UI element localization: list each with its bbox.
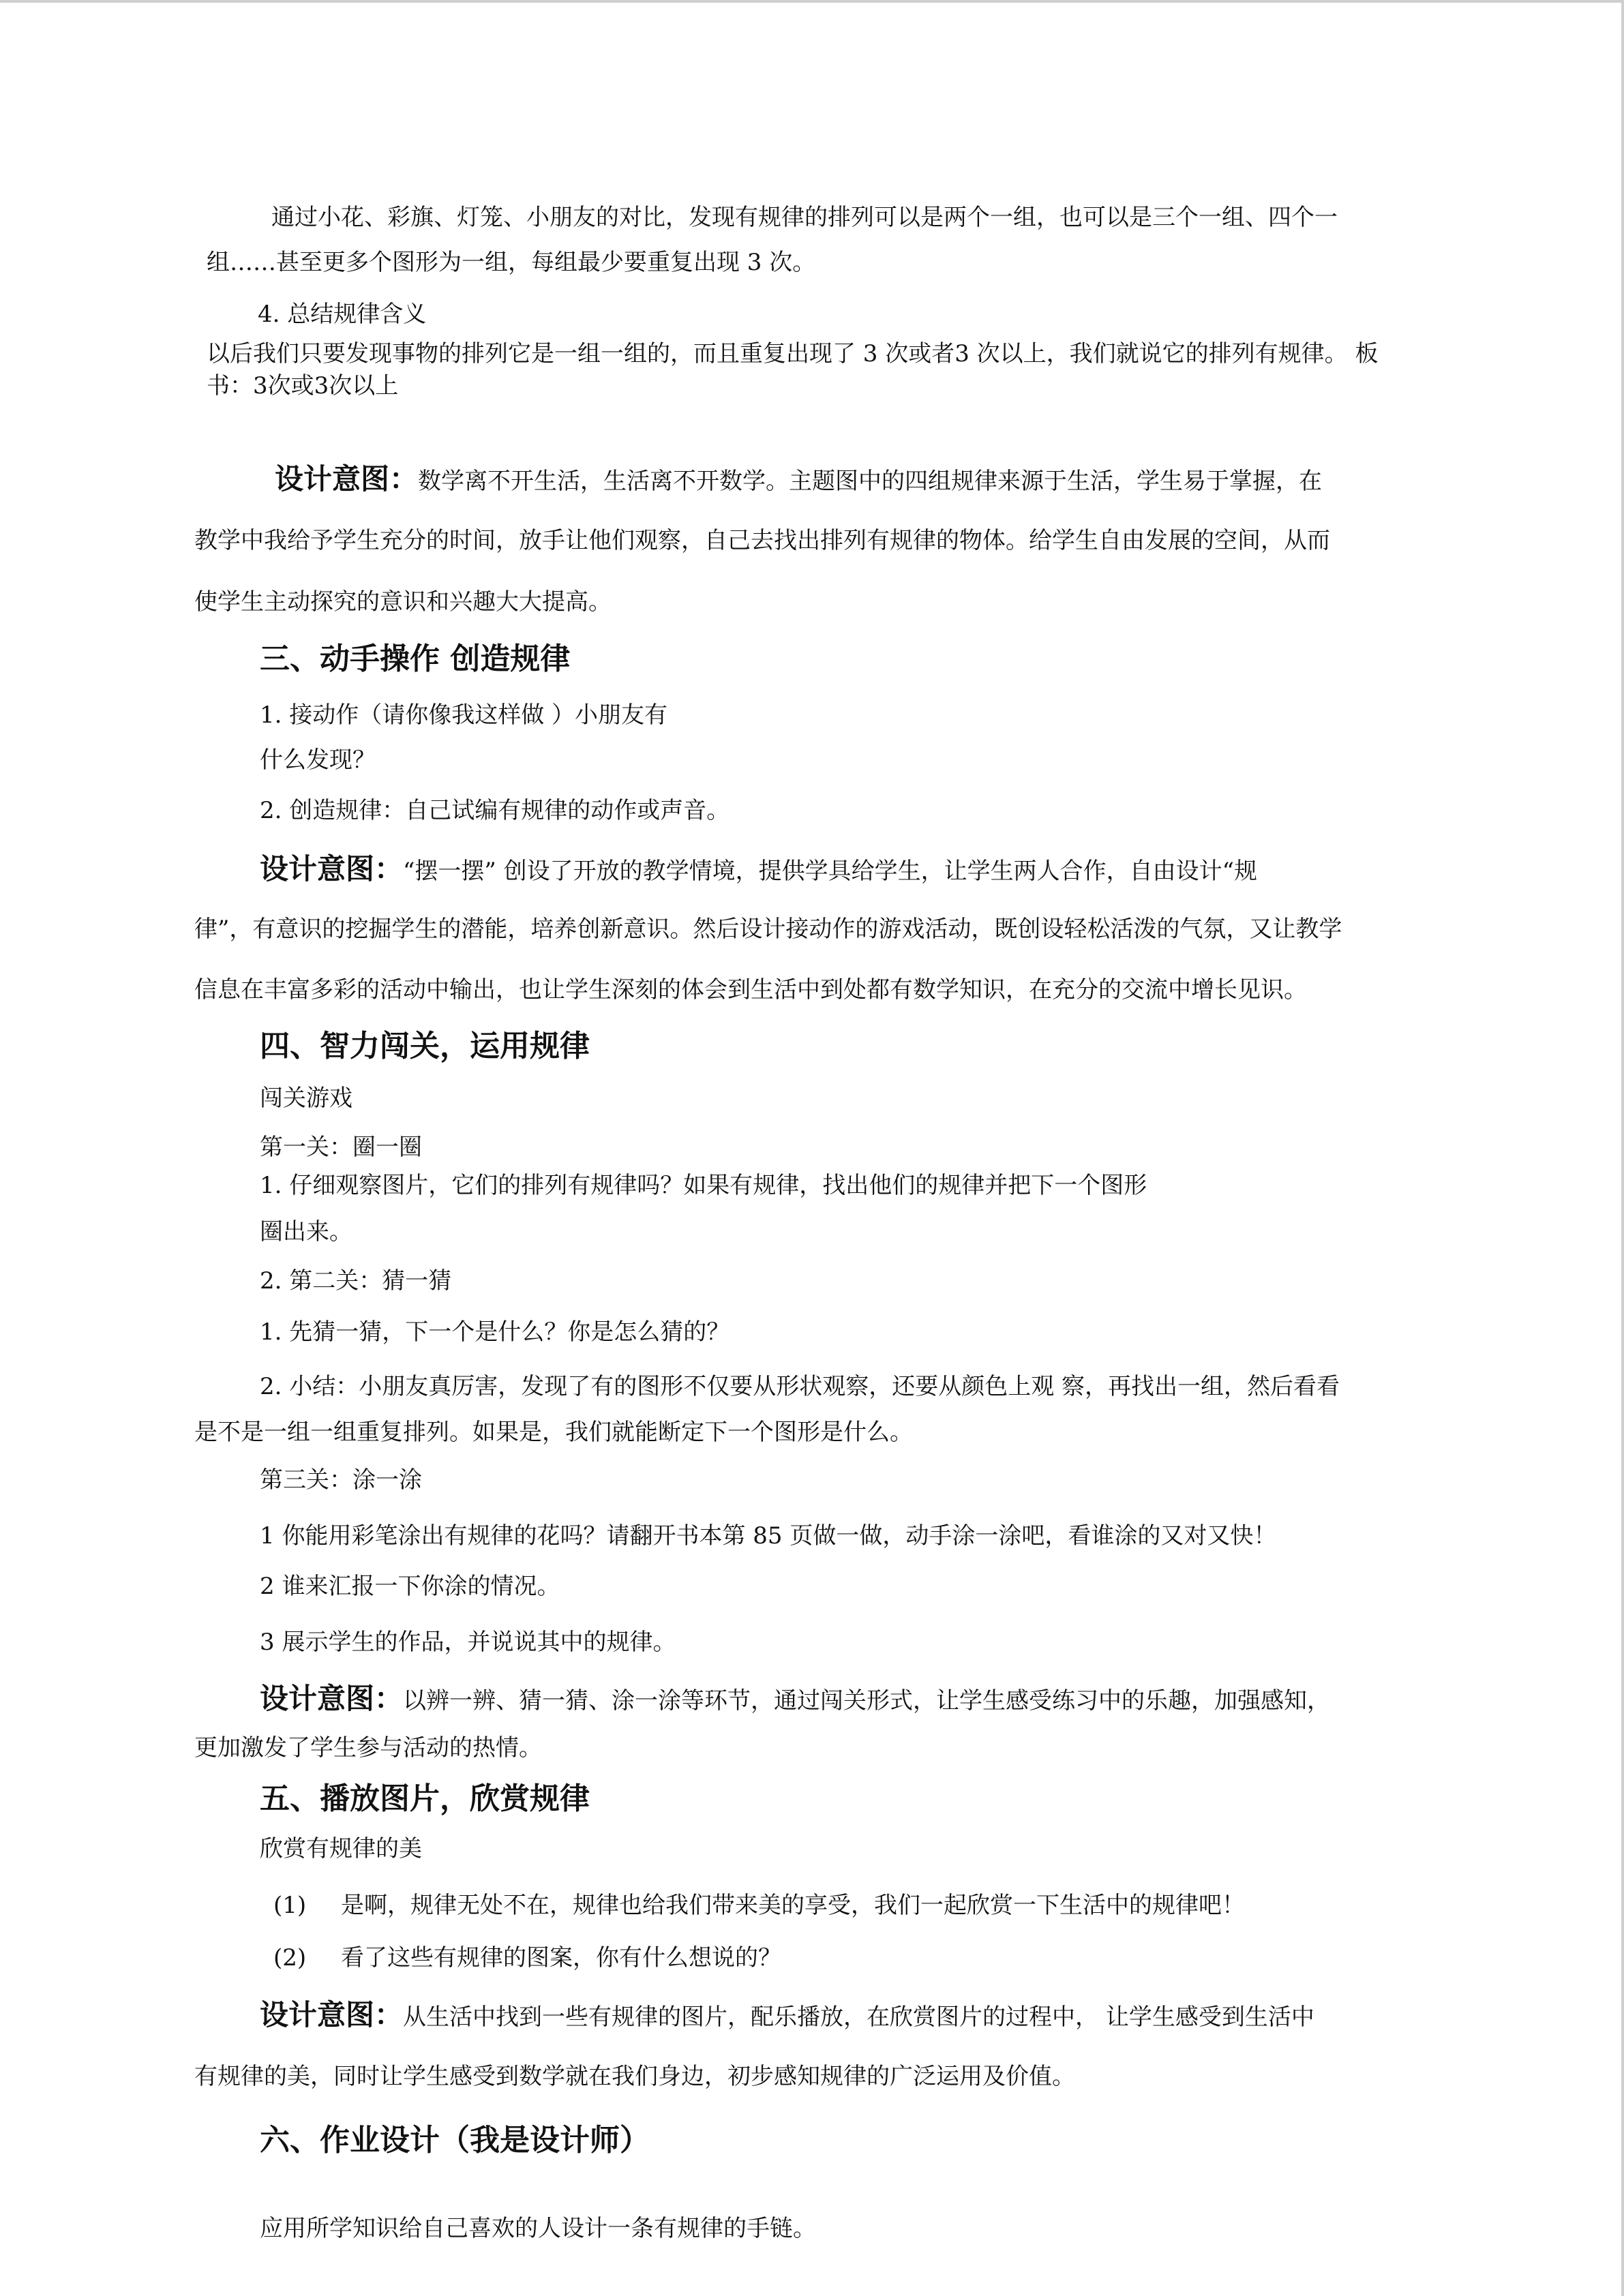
page-right-edge	[1621, 0, 1624, 2296]
subheading: 欣赏有规律的美	[260, 1835, 422, 1862]
level-title: 第一关：圈一圈	[260, 1134, 422, 1161]
paragraph-line: 教学中我给予学生充分的时间，放手让他们观察，自己去找出排列有规律的物体。给学生自由发展的空间，从而	[194, 527, 1330, 554]
paragraph-line: 组……甚至更多个图形为一组，每组最少要重复出现 3 次。	[207, 249, 816, 276]
design-intent-label: 设计意图：	[260, 1998, 404, 2031]
page-top-edge	[0, 0, 1624, 3]
design-intent-4: 设计意图：从生活中找到一些有规律的图片，配乐播放，在欣赏图片的过程中， 让学生感受到生活中	[260, 1998, 1314, 2031]
paragraph-line: 通过小花、彩旗、灯笼、小朋友的对比，发现有规律的排列可以是两个一组，也可以是三个一组、四个一	[271, 204, 1338, 231]
subheading: 闯关游戏	[260, 1085, 352, 1112]
paragraph-line: 书：3次或3次以上	[207, 372, 399, 399]
list-item: 2. 小结：小朋友真厉害，发现了有的图形不仅要从形状观察，还要从颜色上观 察，再找出一组，然后看看	[260, 1373, 1340, 1400]
design-intent-label: 设计意图：	[260, 1682, 404, 1715]
list-item-continuation: 什么发现？	[260, 746, 376, 774]
paragraph-line: 有规律的美，同时让学生感受到数学就在我们身边，初步感知规律的广泛运用及价值。	[194, 2063, 1075, 2090]
section-heading-6: 六、作业设计（我是设计师）	[260, 2123, 650, 2158]
paragraph-line: 信息在丰富多彩的活动中输出，也让学生深刻的体会到生活中到处都有数学知识，在充分的交流中增长见识。	[194, 976, 1307, 1003]
paragraph-line: 律”，有意识的挖掘学生的潜能，培养创新意识。然后设计接动作的游戏活动，既创设轻松活泼的气氛，又让教学	[194, 916, 1342, 943]
design-intent-2: 设计意图：“摆一摆” 创设了开放的教学情境，提供学具给学生，让学生两人合作，自由设计“规	[260, 852, 1257, 886]
list-item: 2 谁来汇报一下你涂的情况。	[260, 1573, 560, 1600]
design-intent-label: 设计意图：	[260, 852, 404, 886]
paragraph-line: 以后我们只要发现事物的排列它是一组一组的，而且重复出现了 3 次或者3 次以上，我们就说它的排列有规律。 板	[207, 340, 1379, 367]
level-title: 2. 第二关：猜一猜	[260, 1267, 452, 1295]
design-intent-3: 设计意图：以辨一辨、猜一猜、涂一涂等环节，通过闯关形式，让学生感受练习中的乐趣，加强感知，	[260, 1682, 1331, 1715]
list-item-number: (2)	[273, 1944, 307, 1972]
list-item-number: (1)	[273, 1892, 307, 1919]
list-item: 4. 总结规律含义	[258, 301, 427, 328]
list-item: 2. 创造规律：自己试编有规律的动作或声音。	[260, 797, 730, 824]
list-item: 是啊，规律无处不在，规律也给我们带来美的享受，我们一起欣赏一下生活中的规律吧！	[341, 1892, 1245, 1919]
design-intent-1: 设计意图：数学离不开生活，生活离不开数学。主题图中的四组规律来源于生活，学生易于掌握，在	[275, 462, 1323, 496]
paragraph-line: 更加激发了学生参与活动的热情。	[194, 1734, 542, 1762]
section-heading-3: 三、动手操作 创造规律	[260, 641, 571, 676]
design-intent-label: 设计意图：	[275, 462, 419, 496]
section-heading-5: 五、播放图片，欣赏规律	[260, 1781, 590, 1816]
list-item-continuation: 是不是一组一组重复排列。如果是，我们就能断定下一个图形是什么。	[194, 1419, 913, 1446]
list-item: 1 你能用彩笔涂出有规律的花吗？请翻开书本第 85 页做一做，动手涂一涂吧，看谁涂的又对又快！	[260, 1522, 1277, 1550]
paragraph-line: 应用所学知识给自己喜欢的人设计一条有规律的手链。	[260, 2215, 816, 2242]
section-heading-4: 四、智力闯关，运用规律	[260, 1029, 590, 1063]
level-title: 第三关：涂一涂	[260, 1466, 422, 1494]
list-item: 1. 接动作（请你像我这样做 ）小朋友有	[260, 701, 668, 729]
list-item-continuation: 圈出来。	[260, 1218, 352, 1245]
paragraph-line: 使学生主动探究的意识和兴趣大大提高。	[194, 588, 612, 616]
list-item: 3 展示学生的作品，并说说其中的规律。	[260, 1629, 676, 1656]
list-item: 1. 先猜一猜，下一个是什么？你是怎么猜的？	[260, 1318, 730, 1346]
list-item: 看了这些有规律的图案，你有什么想说的？	[341, 1944, 781, 1972]
list-item: 1. 仔细观察图片，它们的排列有规律吗？如果有规律，找出他们的规律并把下一个图形	[260, 1172, 1147, 1199]
